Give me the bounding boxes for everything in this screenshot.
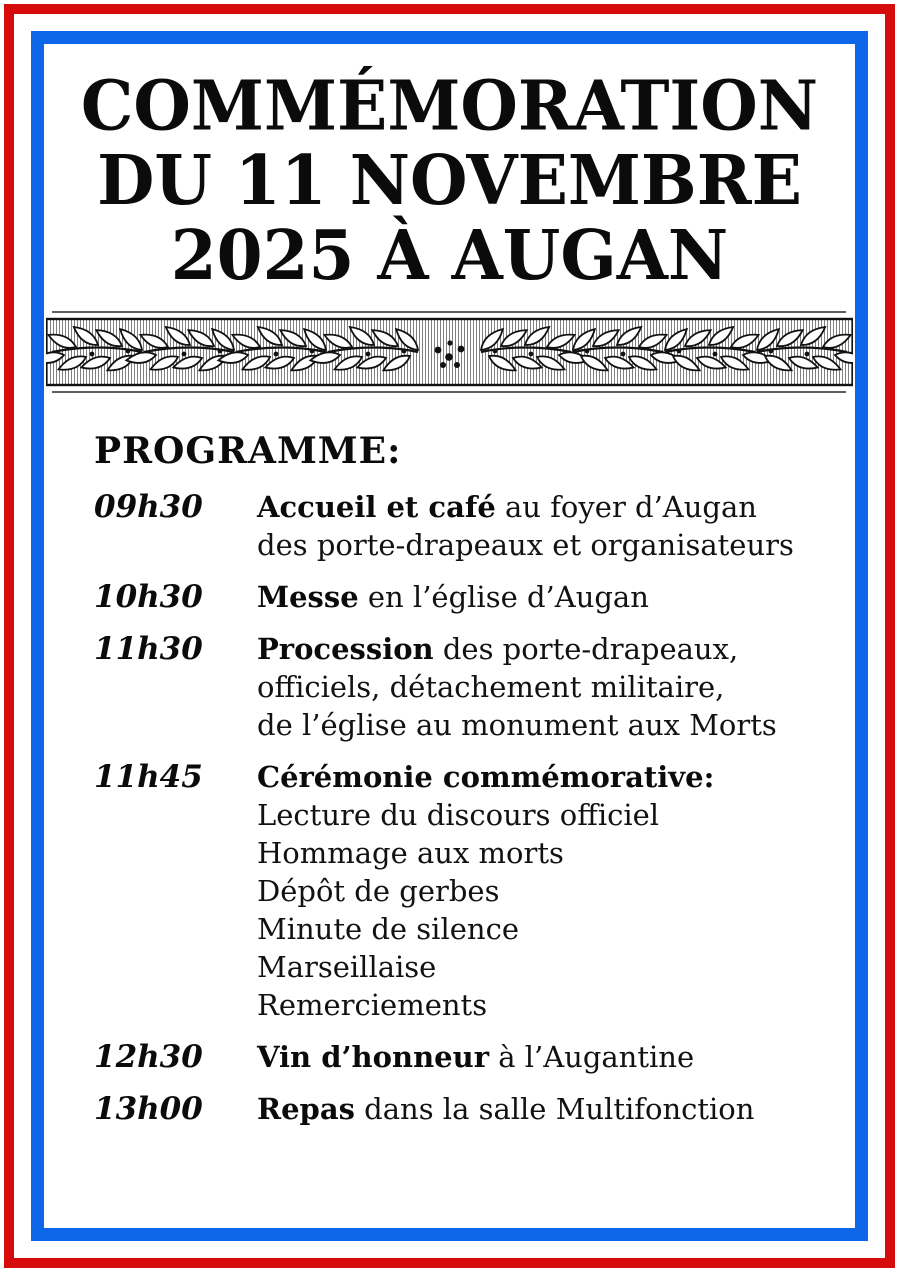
- schedule-description: [257, 1090, 813, 1128]
- schedule-rest: des porte-drapeaux,: [433, 632, 739, 666]
- schedule-rest: dans la salle Multifonction: [354, 1092, 755, 1126]
- schedule-lead: Cérémonie commémorative:: [257, 760, 715, 794]
- schedule-description: [257, 488, 813, 564]
- schedule-description: [257, 630, 813, 744]
- title-line-2: DU 11 NOVEMBRE: [97, 139, 802, 221]
- schedule-description: [257, 1038, 813, 1076]
- schedule-row-1030: [94, 578, 813, 616]
- schedule-row-1145: [94, 758, 813, 1024]
- poster-title: [46, 64, 853, 296]
- schedule-row-1230: [94, 1038, 813, 1076]
- laurel-frieze-icon: [46, 310, 853, 394]
- schedule-description: [257, 578, 813, 616]
- schedule-lead: Accueil et café: [257, 490, 496, 524]
- title-line-1: COMMÉMORATION: [80, 64, 819, 146]
- schedule-time: 11h30: [94, 631, 203, 667]
- schedule-time: 10h30: [94, 579, 203, 615]
- schedule-extra-line: Dépôt de gerbes: [257, 874, 500, 908]
- schedule-row-1130: [94, 630, 813, 744]
- schedule-extra-line: de l’église au monument aux Morts: [257, 708, 777, 742]
- poster-content: [46, 46, 853, 1226]
- schedule-extra-line: Minute de silence: [257, 912, 519, 946]
- title-line-3: 2025 À AUGAN: [170, 214, 729, 296]
- schedule-line: [257, 630, 813, 668]
- schedule-extra-line: Lecture du discours officiel: [257, 798, 660, 832]
- program-section: [46, 430, 853, 1128]
- schedule-extra-line: Marseillaise: [257, 950, 437, 984]
- schedule-description: [257, 758, 813, 1024]
- schedule-extra-line: des porte-drapeaux et organisateurs: [257, 528, 794, 562]
- schedule-rest: au foyer d’Augan: [495, 490, 757, 524]
- schedule-lead: Procession: [257, 632, 434, 666]
- schedule-time: 09h30: [94, 489, 203, 525]
- schedule-lead: Vin d’honneur: [257, 1040, 489, 1074]
- schedule-time: 11h45: [94, 759, 203, 795]
- schedule-rest: à l’Augantine: [488, 1040, 695, 1074]
- schedule-row-0930: [94, 488, 813, 564]
- schedule-line: [257, 1090, 813, 1128]
- schedule-line: [257, 1038, 813, 1076]
- schedule-extra-line: Remerciements: [257, 988, 488, 1022]
- program-heading: PROGRAMME:: [94, 430, 402, 472]
- schedule-lead: Messe: [257, 580, 359, 614]
- schedule-time: 12h30: [94, 1039, 203, 1075]
- schedule-rest: en l’église d’Augan: [358, 580, 649, 614]
- schedule-row-1300: [94, 1090, 813, 1128]
- schedule-time: 13h00: [94, 1091, 203, 1127]
- schedule-line: [257, 488, 813, 526]
- schedule-line: [257, 578, 813, 616]
- schedule-extra-line: officiels, détachement militaire,: [257, 670, 725, 704]
- schedule-lead: Repas: [257, 1092, 355, 1126]
- schedule-line: [257, 758, 813, 796]
- schedule-extra-line: Hommage aux morts: [257, 836, 564, 870]
